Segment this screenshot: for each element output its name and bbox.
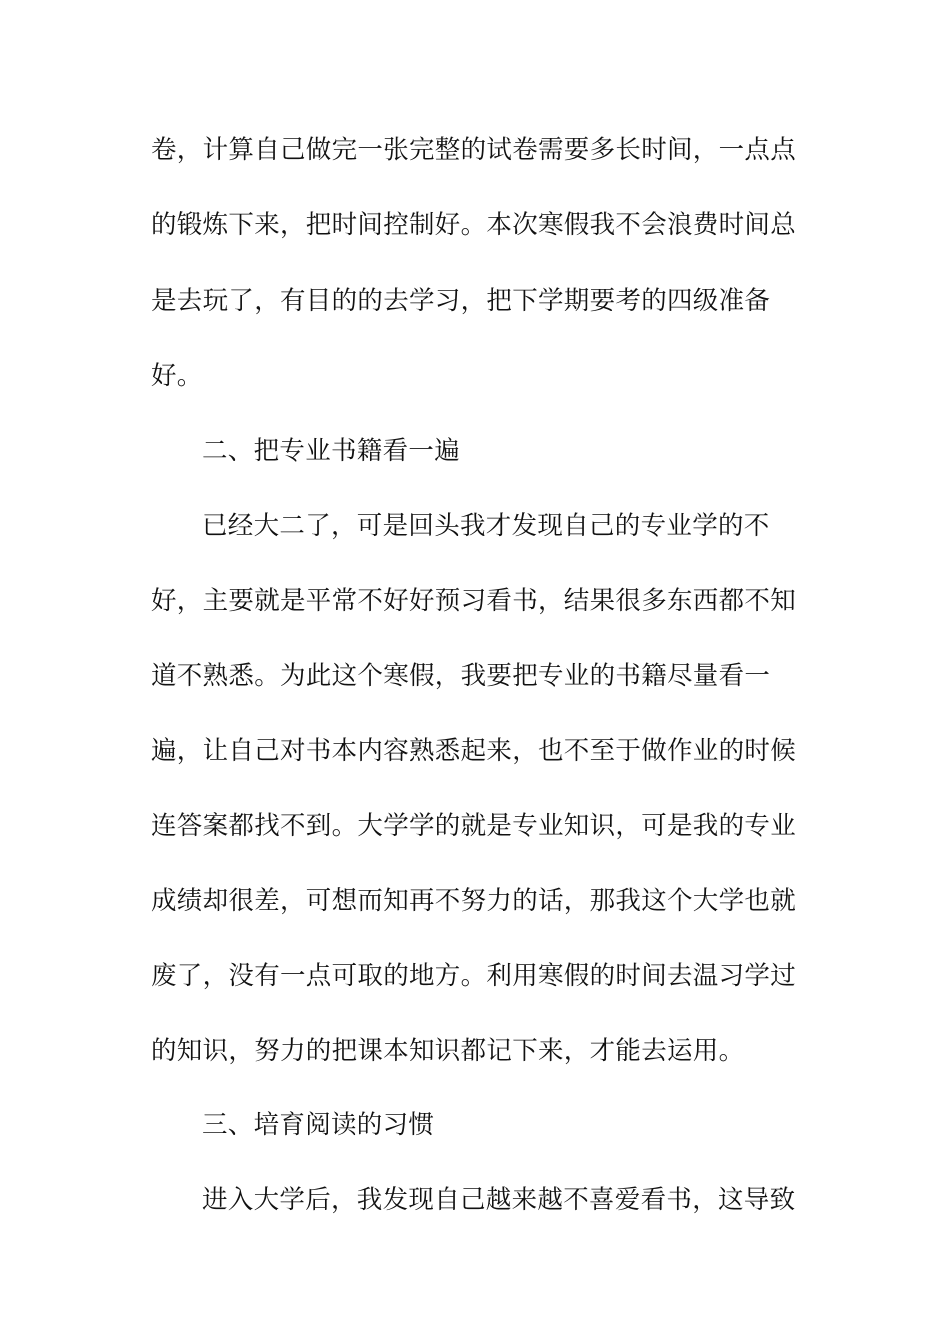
text-line: 的锻炼下来，把时间控制好。本次寒假我不会浪费时间总	[151, 210, 797, 240]
text-line: 是去玩了，有目的的去学习，把下学期要考的四级准备	[151, 286, 771, 316]
text-line: 好。	[151, 361, 203, 391]
text-line: 的知识，努力的把课本知识都记下来，才能去运用。	[151, 1036, 745, 1066]
text-line: 卷，计算自己做完一张完整的试卷需要多长时间，一点点	[151, 135, 797, 165]
text-line: 好，主要就是平常不好好预习看书，结果很多东西都不知	[151, 586, 797, 616]
text-line: 成绩却很差，可想而知再不努力的话，那我这个大学也就	[151, 886, 797, 916]
section-heading: 二、把专业书籍看一遍	[202, 436, 461, 466]
text-line: 遍，让自己对书本内容熟悉起来，也不至于做作业的时候	[151, 736, 797, 766]
section-heading: 三、培育阅读的习惯	[202, 1110, 435, 1140]
text-line: 进入大学后，我发现自己越来越不喜爱看书，这导致	[202, 1185, 796, 1215]
text-line: 连答案都找不到。大学学的就是专业知识，可是我的专业	[151, 811, 797, 841]
text-line: 道不熟悉。为此这个寒假，我要把专业的书籍尽量看一	[151, 661, 771, 691]
text-line: 已经大二了，可是回头我才发现自己的专业学的不	[202, 511, 770, 541]
text-line: 废了，没有一点可取的地方。利用寒假的时间去温习学过	[151, 961, 797, 991]
